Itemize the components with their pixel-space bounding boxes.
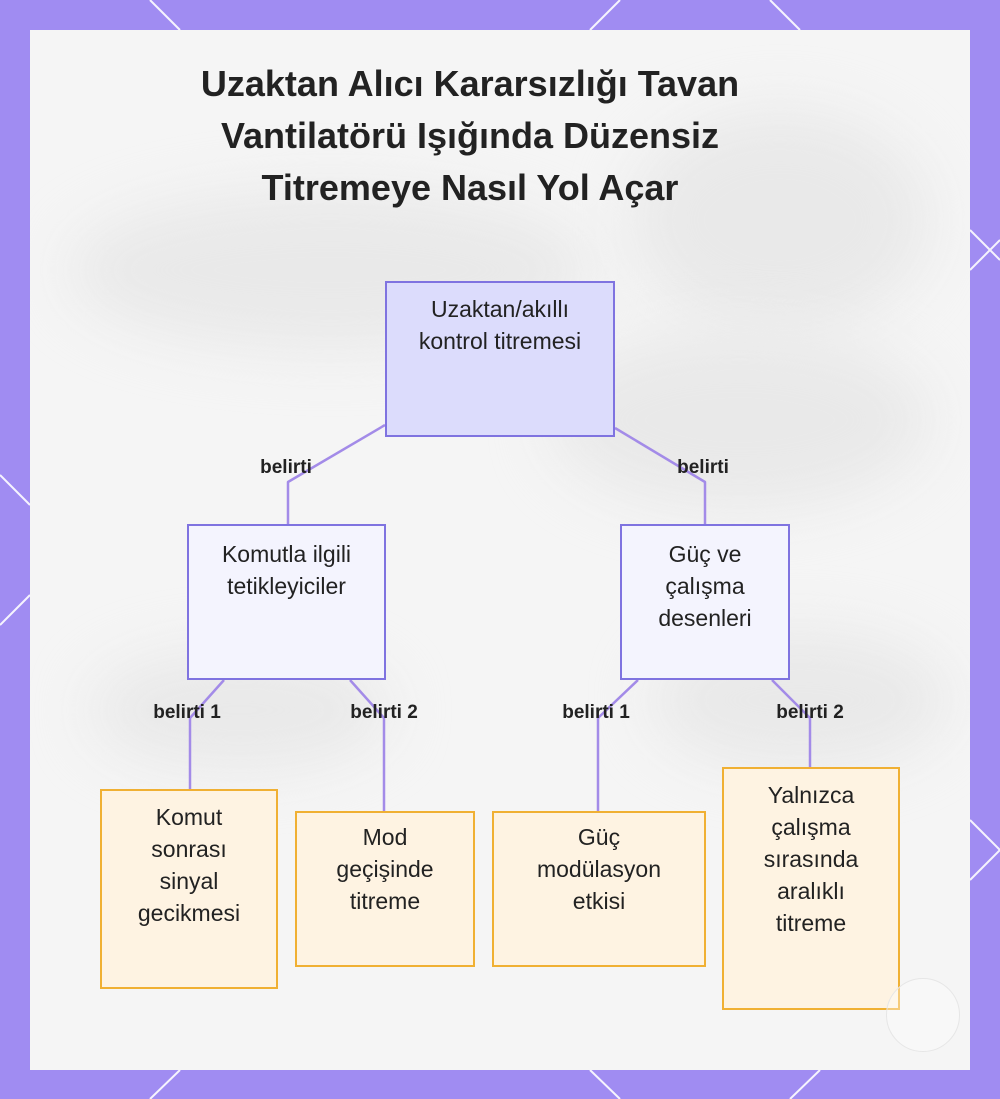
edge-label-right-leaf3: belirti 1: [562, 702, 630, 723]
edge-right-leaf4: [772, 680, 810, 768]
edge-label-root-left: belirti: [260, 457, 312, 478]
edge-right-leaf3: [598, 680, 638, 812]
node-left-label: Komutla ilgili tetikleyiciler: [221, 541, 352, 599]
node-right: [620, 524, 790, 680]
node-leaf4-label: Yalnızca çalışma sırasında aralıklı titreme: [763, 782, 859, 936]
edge-label-root-right: belirti: [677, 457, 729, 478]
diagram-title: Uzaktan Alıcı Kararsızlığı Tavan Vantilatörü Işığında Düzensiz Titremeye Nasıl Yol Açar: [200, 63, 740, 208]
node-left: [187, 524, 386, 680]
edge-label-right-leaf4: belirti 2: [776, 702, 844, 723]
node-leaf2: [295, 811, 475, 967]
node-root-label: Uzaktan/akıllı kontrol titremesi: [418, 296, 582, 354]
edge-label-left-leaf2: belirti 2: [350, 702, 418, 723]
node-leaf3-label: Güç modülasyon etkisi: [536, 824, 662, 914]
edge-left-leaf2: [350, 680, 384, 812]
node-leaf1-label: Komut sonrası sinyal gecikmesi: [137, 804, 241, 926]
node-leaf3: [492, 811, 706, 967]
watermark-badge: [886, 978, 960, 1052]
node-leaf4: [722, 767, 900, 1010]
node-right-label: Güç ve çalışma desenleri: [658, 541, 752, 631]
edge-label-left-leaf1: belirti 1: [153, 702, 221, 723]
node-leaf2-label: Mod geçişinde titreme: [336, 824, 434, 914]
node-leaf1: [100, 789, 278, 989]
node-root: [385, 281, 615, 437]
edge-left-leaf1: [190, 680, 224, 790]
